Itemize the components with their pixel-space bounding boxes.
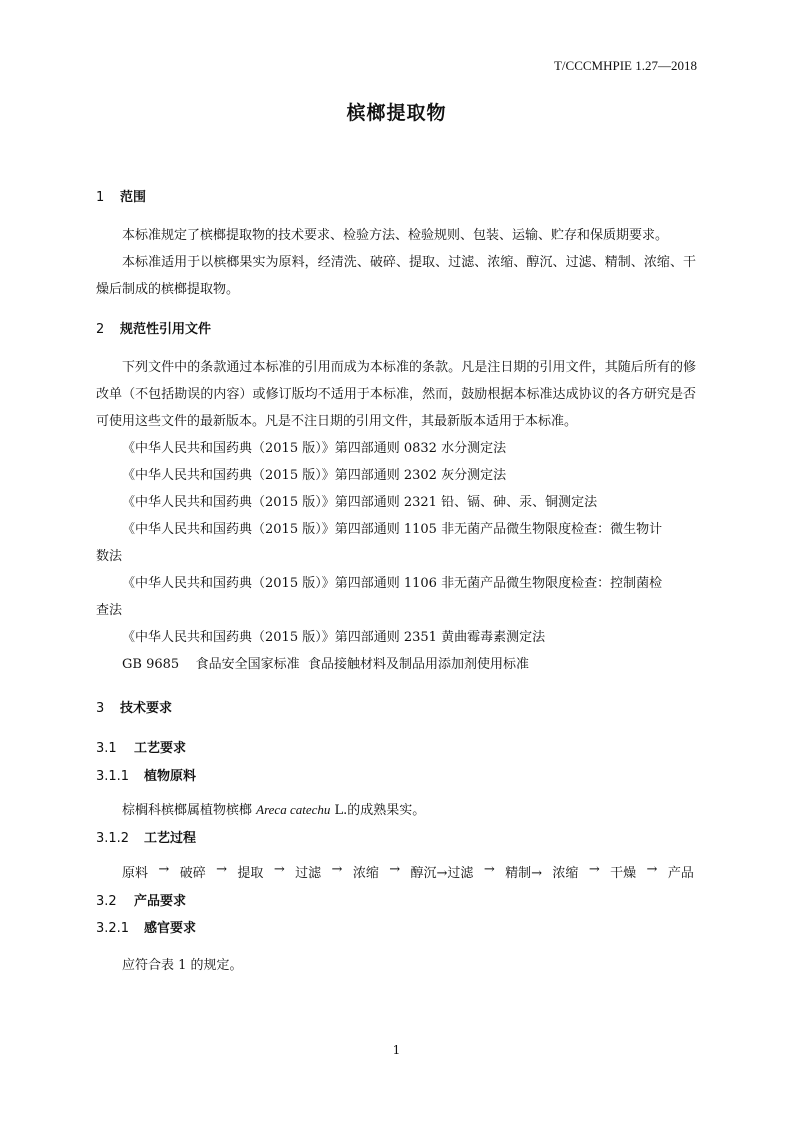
flow-step: 产品 bbox=[667, 866, 694, 881]
process-flow bbox=[122, 862, 694, 881]
reference-item-continued: 数法 bbox=[96, 549, 123, 564]
section-1-heading bbox=[96, 186, 146, 205]
section-2-heading bbox=[96, 318, 211, 337]
section-number: 2 bbox=[96, 322, 105, 337]
sensory-requirement-text: 应符合表 1 的规定。 bbox=[122, 958, 243, 973]
reference-item: 《中华人民共和国药典（2015 版）》第四部通则 2321 铅、镉、砷、汞、铜测定法 bbox=[122, 495, 598, 510]
section-number: 1 bbox=[96, 190, 105, 205]
document-title: 槟榔提取物 bbox=[346, 102, 447, 124]
flow-arrow: → bbox=[273, 862, 285, 877]
section-3-2-1-heading bbox=[96, 917, 196, 936]
flow-step: 原料 bbox=[122, 866, 149, 881]
scope-paragraph-1: 本标准规定了槟榔提取物的技术要求、检验方法、检验规则、包装、运输、贮存和保质期要求。 bbox=[122, 228, 669, 243]
flow-arrow: → bbox=[389, 862, 401, 877]
flow-arrow: → bbox=[646, 862, 658, 877]
reference-item: 《中华人民共和国药典（2015 版）》第四部通则 2302 灰分测定法 bbox=[122, 468, 507, 483]
flow-arrow: → bbox=[588, 862, 600, 877]
reference-item-continued: 查法 bbox=[96, 603, 123, 618]
flow-arrow: → bbox=[331, 862, 343, 877]
section-title: 工艺过程 bbox=[144, 831, 197, 846]
flow-step: 浓缩 bbox=[352, 866, 379, 881]
section-3-1-2-heading bbox=[96, 827, 196, 846]
section-number: 3.1 bbox=[96, 741, 117, 756]
reference-item: GB 9685 食品安全国家标准 食品接触材料及制品用添加剂使用标准 bbox=[122, 657, 529, 672]
plant-material-text bbox=[122, 799, 425, 818]
section-3-1-heading bbox=[96, 737, 186, 756]
section-title: 产品要求 bbox=[134, 894, 187, 909]
flow-step: 提取 bbox=[237, 866, 264, 881]
section-number: 3.1.1 bbox=[96, 769, 130, 784]
flow-step: 干燥 bbox=[610, 866, 637, 881]
flow-step: 浓缩 bbox=[552, 866, 579, 881]
section-number: 3.2.1 bbox=[96, 921, 130, 936]
text-segment: 棕榈科槟榔属植物槟榔 bbox=[122, 803, 257, 818]
flow-step: 醇沉→过滤 bbox=[410, 866, 474, 881]
section-3-2-heading bbox=[96, 890, 186, 909]
reference-item: 《中华人民共和国药典（2015 版）》第四部通则 1105 非无菌产品微生物限度检查：微生物计 bbox=[122, 522, 663, 537]
section-number: 3 bbox=[96, 701, 105, 716]
references-intro: 下列文件中的条款通过本标准的引用而成为本标准的条款。凡是注日期的引用文件，其随后所有的修改单（不包括勘误的内容）或修订版均不适用于本标准，然而，鼓励根据本标准达成协议的各方研究是否可使用这些文件的最新版本。凡是不注日期的引用文件，其最新版本适用于本标准。 bbox=[96, 360, 696, 429]
flow-step: 破碎 bbox=[179, 866, 206, 881]
reference-item: 《中华人民共和国药典（2015 版）》第四部通则 1106 非无菌产品微生物限度检查：控制菌检 bbox=[122, 576, 663, 591]
section-title: 范围 bbox=[120, 190, 147, 205]
reference-item: 《中华人民共和国药典（2015 版）》第四部通则 2351 黄曲霉毒素测定法 bbox=[122, 630, 546, 645]
flow-step: 过滤 bbox=[295, 866, 322, 881]
section-title: 工艺要求 bbox=[134, 741, 187, 756]
text-segment: L.的成熟果实。 bbox=[330, 803, 426, 818]
section-number: 3.2 bbox=[96, 894, 117, 909]
page-number: 1 bbox=[392, 1043, 401, 1057]
section-title: 感官要求 bbox=[144, 921, 197, 936]
section-number: 3.1.2 bbox=[96, 831, 130, 846]
flow-arrow: → bbox=[483, 862, 495, 877]
section-3-heading bbox=[96, 697, 172, 716]
section-title: 技术要求 bbox=[120, 701, 173, 716]
flow-arrow: → bbox=[216, 862, 228, 877]
standard-code: T/CCCMHPIE 1.27—2018 bbox=[553, 58, 697, 73]
latin-name: Areca catechu bbox=[256, 802, 331, 817]
section-3-1-1-heading bbox=[96, 765, 196, 784]
flow-arrow: → bbox=[158, 862, 170, 877]
section-title: 规范性引用文件 bbox=[120, 322, 212, 337]
reference-item: 《中华人民共和国药典（2015 版）》第四部通则 0832 水分测定法 bbox=[122, 441, 507, 456]
flow-step: 精制→ bbox=[505, 866, 543, 881]
section-title: 植物原料 bbox=[144, 769, 197, 784]
scope-paragraph-2: 本标准适用于以槟榔果实为原料，经清洗、破碎、提取、过滤、浓缩、醇沉、过滤、精制、浓缩、干燥后制成的槟榔提取物。 bbox=[96, 255, 696, 297]
